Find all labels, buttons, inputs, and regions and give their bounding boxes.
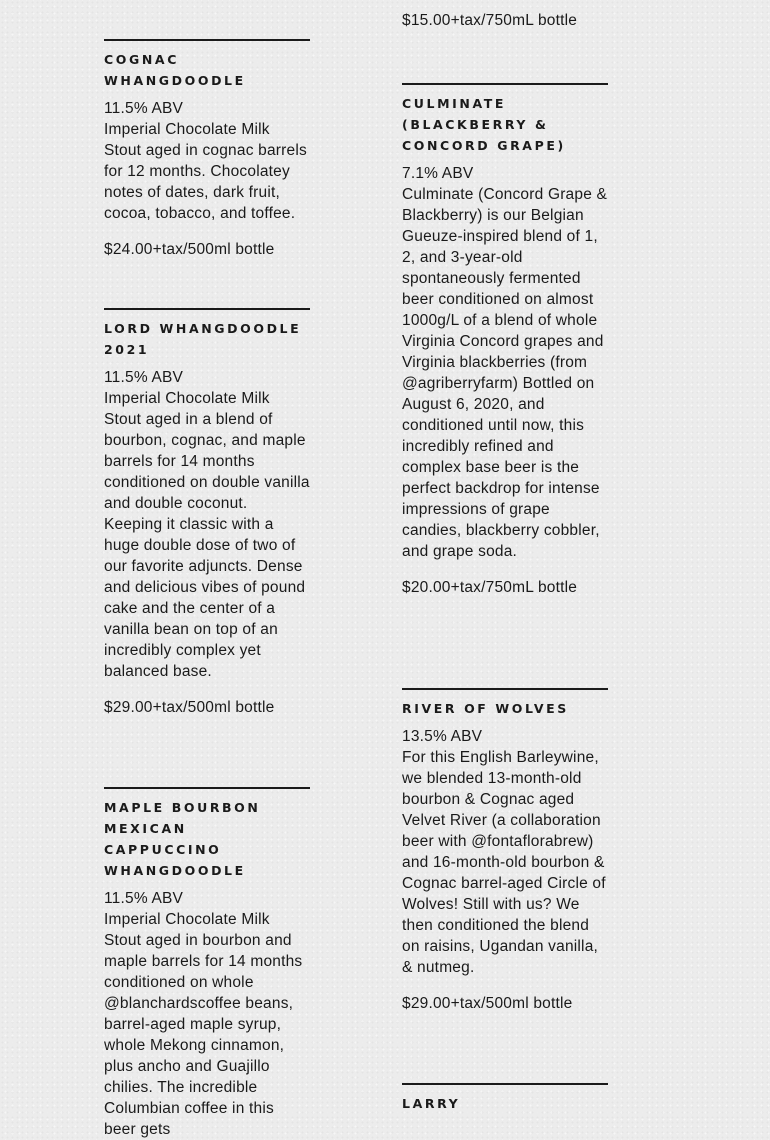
beer-abv: 7.1% ABV: [402, 165, 474, 182]
beer-description: Imperial Chocolate Milk Stout aged in a blend of bourbon, cognac, and maple barrels for 14 months conditioned on double vanilla and double coconut. Keeping it classic with a huge double dose of two of our favorite adjuncts. Dense and delicious vibes of pound cake and the center of a vanilla bean on top of an incredibly complex yet balanced base.: [104, 390, 310, 680]
divider: [104, 308, 310, 310]
beer-description: Culminate (Concord Grape & Blackberry) is our Belgian Gueuze-inspired blend of 1, 2, and 3-year-old spontaneously fermented beer conditioned on almost 1000g/L of a blend of whole Virginia Concord grapes and Virginia blackberries (from @agriberryfarm) Bottled on August 6, 2020, and conditioned until now, this incredibly refined and complex base beer is the perfect backdrop for intense impressions of grape candies, blackberry cobbler, and grape soda.: [402, 186, 608, 560]
beer-abv: 11.5% ABV: [104, 369, 184, 386]
beer-abv: 11.5% ABV: [104, 100, 184, 117]
beer-item-lord-whangdoodle: [104, 308, 310, 718]
beer-item-cognac-whangdoodle: [104, 39, 310, 260]
beer-title: LARRY: [402, 1096, 461, 1111]
divider: [402, 688, 608, 690]
beer-description: Imperial Chocolate Milk Stout aged in bourbon and maple barrels for 14 months conditioned on whole @blanchardscoffee beans, barrel-aged maple syrup, whole Mekong cinnamon, plus ancho and Guajillo chilies. The incredible Columbian coffee in this beer gets: [104, 911, 303, 1138]
beer-abv: 13.5% ABV: [402, 728, 483, 745]
beer-title: COGNAC WHANGDOODLE: [104, 52, 246, 88]
divider: [402, 83, 608, 85]
beer-abv: 11.5% ABV: [104, 890, 184, 907]
beer-item-river-of-wolves: [402, 688, 608, 1014]
divider: [402, 1083, 608, 1085]
beer-title: RIVER OF WOLVES: [402, 701, 569, 716]
beer-item-larry: [402, 1083, 608, 1121]
beer-price: $15.00+tax/750mL bottle: [402, 12, 578, 29]
beer-title: MAPLE BOURBON MEXICAN CAPPUCCINO WHANGDOODLE: [104, 800, 261, 878]
beer-title: CULMINATE (BLACKBERRY & CONCORD GRAPE): [402, 96, 566, 153]
divider: [104, 39, 310, 41]
beer-price: $20.00+tax/750mL bottle: [402, 579, 578, 596]
beer-item-culminate: [402, 83, 608, 598]
divider: [104, 787, 310, 789]
beer-item-maple-bourbon-whangdoodle: [104, 787, 310, 1140]
beer-description: For this English Barleywine, we blended 13-month-old bourbon & Cognac aged Velvet River (a collaboration beer with @fontaflorabrew) and 16-month-old bourbon & Cognac barrel-aged Circle of Wolves! Still with us? We then conditioned the blend on raisins, Ugandan vanilla, & nutmeg.: [402, 749, 606, 976]
beer-description: Imperial Chocolate Milk Stout aged in cognac barrels for 12 months. Chocolatey notes of dates, dark fruit, cocoa, tobacco, and toffee.: [104, 121, 307, 222]
beer-price: $24.00+tax/500ml bottle: [104, 241, 275, 258]
beer-title: LORD WHANGDOODLE 2021: [104, 321, 302, 357]
beer-price: $29.00+tax/500ml bottle: [402, 995, 573, 1012]
beer-price: $29.00+tax/500ml bottle: [104, 699, 275, 716]
